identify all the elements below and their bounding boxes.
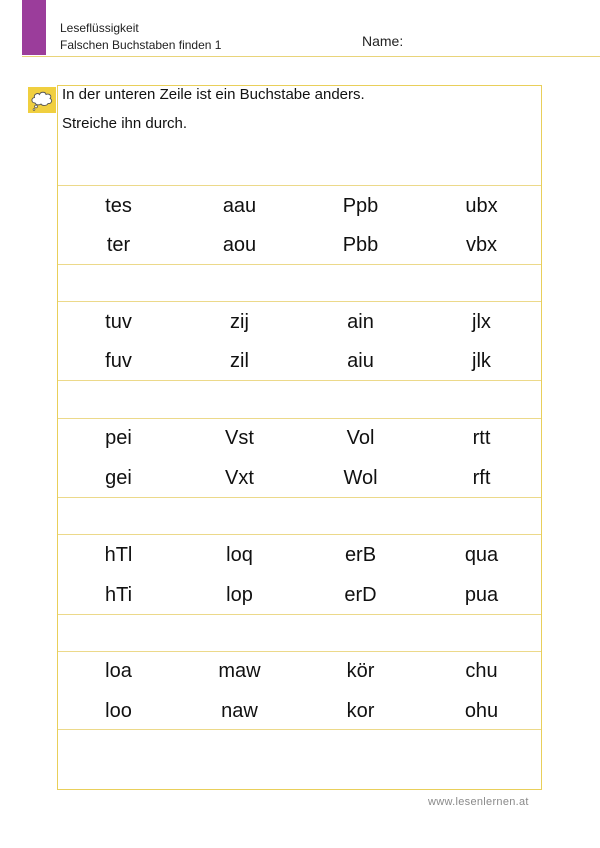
word-cell[interactable]: zil xyxy=(230,350,249,372)
word-cell[interactable]: Pbb xyxy=(342,234,379,256)
worksheet-title: Falschen Buchstaben finden 1 xyxy=(60,38,222,52)
word-cell: ain xyxy=(347,311,374,333)
word-cell: ubx xyxy=(465,195,498,217)
word-row-top xyxy=(58,535,541,575)
word-row-bottom xyxy=(58,341,541,381)
word-cell: Ppb xyxy=(342,195,379,217)
word-cell: qua xyxy=(464,544,499,566)
word-cell: loa xyxy=(105,660,132,682)
instruction-line-2: Streiche ihn durch. xyxy=(62,115,188,132)
word-cell: zij xyxy=(230,311,249,333)
word-row-bottom xyxy=(58,458,541,498)
word-cell[interactable]: kor xyxy=(346,700,375,722)
word-cell[interactable]: lop xyxy=(226,584,253,606)
word-cell: maw xyxy=(218,660,261,682)
footer-website: www.lesenlernen.at xyxy=(428,796,529,808)
word-row-top xyxy=(58,418,541,458)
word-cell[interactable]: naw xyxy=(221,700,258,722)
word-row-bottom xyxy=(58,225,541,265)
word-cell[interactable]: ohu xyxy=(464,700,499,722)
word-cell: loq xyxy=(226,544,253,566)
word-cell: jlx xyxy=(472,311,491,333)
word-cell: Vol xyxy=(346,427,375,449)
word-row-top xyxy=(58,302,541,342)
word-cell: rtt xyxy=(472,427,491,449)
word-cell[interactable]: fuv xyxy=(105,350,132,372)
word-cell: aau xyxy=(222,195,257,217)
word-cell[interactable]: aiu xyxy=(347,350,374,372)
word-cell[interactable]: gei xyxy=(105,467,132,489)
word-cell[interactable]: jlk xyxy=(472,350,491,372)
word-cell[interactable]: pua xyxy=(464,584,499,606)
header-divider xyxy=(22,56,600,57)
word-cell: pei xyxy=(105,427,132,449)
word-cell[interactable]: Vxt xyxy=(225,467,254,489)
name-label: Name: xyxy=(362,33,404,49)
word-cell: tes xyxy=(105,195,132,217)
word-cell: Vst xyxy=(225,427,254,449)
word-cell[interactable]: erD xyxy=(344,584,377,606)
word-row-top xyxy=(58,651,541,691)
header-text xyxy=(60,20,221,54)
word-cell: tuv xyxy=(105,311,132,333)
word-cell: erB xyxy=(344,544,377,566)
word-cell[interactable]: vbx xyxy=(465,234,498,256)
word-cell: chu xyxy=(465,660,498,682)
word-cell[interactable]: aou xyxy=(222,234,257,256)
instruction-line-1: In der unteren Zeile ist ein Buchstabe anders. xyxy=(62,86,365,103)
subject-label: Leseflüssigkeit xyxy=(60,21,139,35)
word-cell[interactable]: ter xyxy=(106,234,131,256)
word-row-bottom xyxy=(58,691,541,731)
word-row-bottom xyxy=(58,575,541,615)
word-cell: hTl xyxy=(104,544,133,566)
word-cell[interactable]: rft xyxy=(472,467,491,489)
word-row-top xyxy=(58,186,541,226)
word-cell: kör xyxy=(346,660,375,682)
accent-bar xyxy=(22,0,46,55)
word-cell[interactable]: loo xyxy=(105,700,132,722)
word-cell[interactable]: hTi xyxy=(104,584,133,606)
word-cell[interactable]: Wol xyxy=(343,467,378,489)
thought-bubble-icon xyxy=(28,87,56,113)
